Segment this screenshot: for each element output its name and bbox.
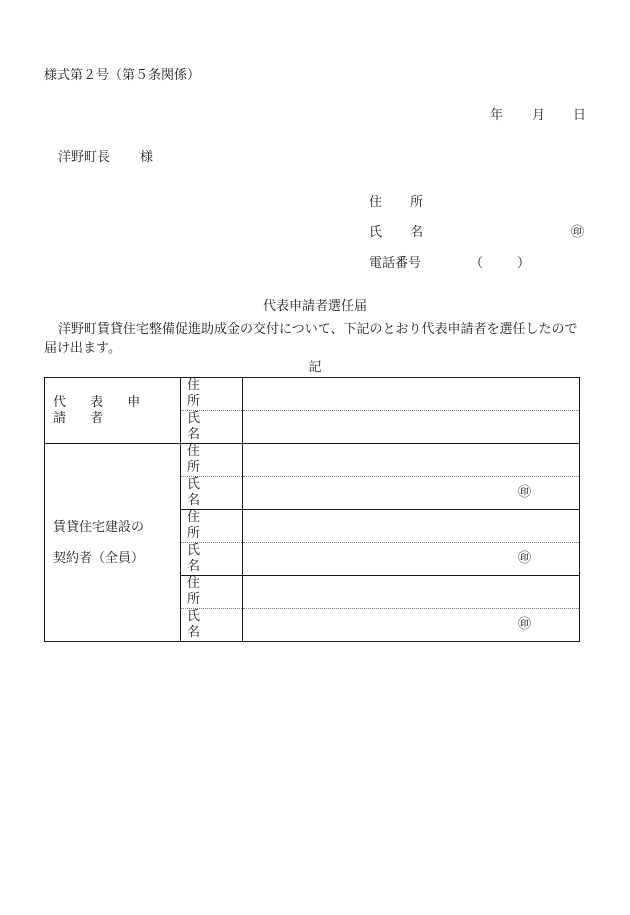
row-label: 住 所 [181, 510, 243, 543]
document-body: 洋野町賃貸住宅整備促進助成金の交付について、下記のとおり代表申請者を選任したので届け出ます。 [44, 322, 578, 356]
applicant-name-label: 氏 名 [369, 225, 436, 240]
note-label: 記 [308, 360, 322, 375]
document-title: 代表申請者選任届 [262, 299, 367, 314]
addressee-name: 洋野町長 [58, 150, 111, 165]
row-label: 住 所 [181, 576, 243, 609]
row-label: 氏 名 [181, 411, 243, 444]
row-value [243, 378, 580, 411]
date-month-label: 月 [532, 108, 546, 123]
row-value [243, 444, 580, 477]
table-row [45, 378, 580, 411]
row-label: 氏 名 [181, 609, 243, 642]
applicant-address-label: 住 所 [369, 195, 436, 210]
contractors-label-line2: 契約者（全員） [53, 550, 145, 566]
record-table [44, 377, 580, 642]
seal-mark: ㊞ [243, 543, 580, 576]
row-label: 氏 名 [181, 543, 243, 576]
row-value [243, 411, 580, 444]
phone-open-paren: （ [470, 256, 484, 271]
row-label: 住 所 [181, 444, 243, 477]
applicant-seal-mark: ㊞ [571, 225, 585, 240]
date-year-label: 年 [490, 108, 504, 123]
table-row [45, 444, 580, 477]
applicant-phone-label: 電話番号 [369, 256, 422, 271]
contractors-label-line1: 賃貸住宅建設の [53, 519, 145, 535]
row-value [243, 576, 580, 609]
form-number: 様式第２号（第５条関係） [44, 68, 201, 83]
seal-mark: ㊞ [243, 609, 580, 642]
row-value [243, 510, 580, 543]
seal-mark: ㊞ [243, 477, 580, 510]
row-label: 住 所 [181, 378, 243, 411]
contractors-label [45, 444, 181, 642]
date-day-label: 日 [573, 108, 587, 123]
representative-label: 代 表 申 請 者 [45, 378, 181, 444]
phone-close-paren: ） [517, 256, 531, 271]
row-label: 氏 名 [181, 477, 243, 510]
addressee-honorific: 様 [140, 150, 154, 165]
